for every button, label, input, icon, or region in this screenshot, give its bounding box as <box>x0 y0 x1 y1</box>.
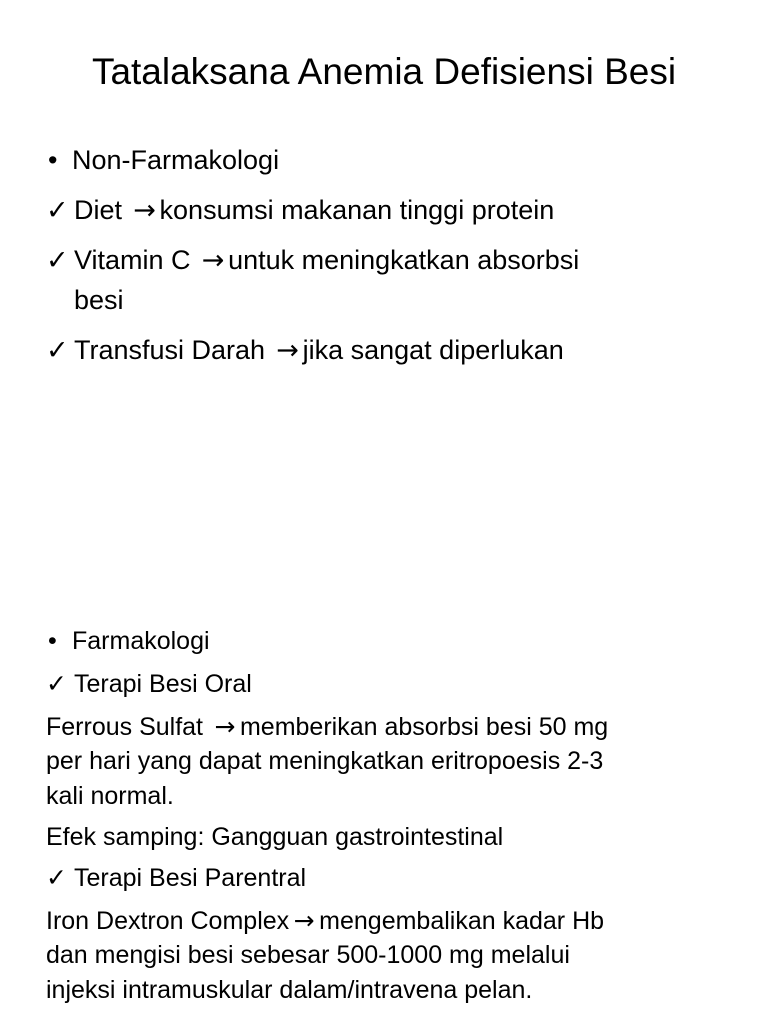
diet-text: konsumsi makanan tinggi protein <box>159 195 555 225</box>
arrow-right-icon: → <box>293 906 315 935</box>
iron-line-1 <box>46 903 604 939</box>
checkmark-icon: ✓ <box>46 195 69 225</box>
vitc-text-1: untuk meningkatkan absorbsi <box>228 245 580 275</box>
transfusi-text: jika sangat diperlukan <box>302 335 564 365</box>
arrow-right-icon: → <box>214 712 236 741</box>
nonfarm-heading: Non-Farmakologi <box>72 145 280 175</box>
checkmark-icon: ✓ <box>46 245 69 275</box>
bullet-non-farmakologi <box>44 140 279 180</box>
ferrous-label: Ferrous Sulfat <box>46 713 204 741</box>
vitc-text-2: besi <box>74 285 124 315</box>
check-item-diet <box>46 190 554 231</box>
slide-title: Tatalaksana Anemia Defisiensi Besi <box>91 51 677 92</box>
iron-text-1: mengembalikan kadar Hb <box>319 907 605 935</box>
iron-text-2: dan mengisi besi sebesar 500-1000 mg melalui <box>46 941 570 969</box>
arrow-right-icon: → <box>201 245 225 276</box>
checkmark-icon: ✓ <box>46 864 67 892</box>
bullet-farmakologi <box>44 624 210 659</box>
checkmark-icon: ✓ <box>46 335 69 365</box>
bullet-icon: • <box>48 627 57 655</box>
check-item-transfusi <box>46 330 564 371</box>
check-item-terapi-oral <box>46 667 252 702</box>
transfusi-label: Transfusi Darah <box>74 335 266 365</box>
vitc-label: Vitamin C <box>74 245 191 275</box>
farm-heading: Farmakologi <box>72 627 210 655</box>
parenteral-heading: Terapi Besi Parentral <box>74 864 307 892</box>
diet-label: Diet <box>74 195 123 225</box>
oral-side-effect: Efek samping: Gangguan gastrointestinal <box>46 823 504 851</box>
iron-text-3: injeksi intramuskular dalam/intravena pelan. <box>46 976 533 1004</box>
arrow-right-icon: → <box>276 335 299 366</box>
check-item-vitamin-c <box>46 240 579 281</box>
ferrous-text-2: per hari yang dapat meningkatkan eritropoesis 2-3 <box>46 747 604 775</box>
ferrous-line-1 <box>46 709 608 745</box>
ferrous-text-3: kali normal. <box>46 782 174 810</box>
ferrous-text-1: memberikan absorbsi besi 50 mg <box>239 713 609 741</box>
arrow-right-icon: → <box>133 195 156 226</box>
check-item-terapi-parentral <box>46 861 306 896</box>
oral-heading: Terapi Besi Oral <box>74 670 252 698</box>
iron-label: Iron Dextron Complex <box>46 907 290 935</box>
bullet-icon: • <box>48 145 58 175</box>
checkmark-icon: ✓ <box>46 670 67 698</box>
